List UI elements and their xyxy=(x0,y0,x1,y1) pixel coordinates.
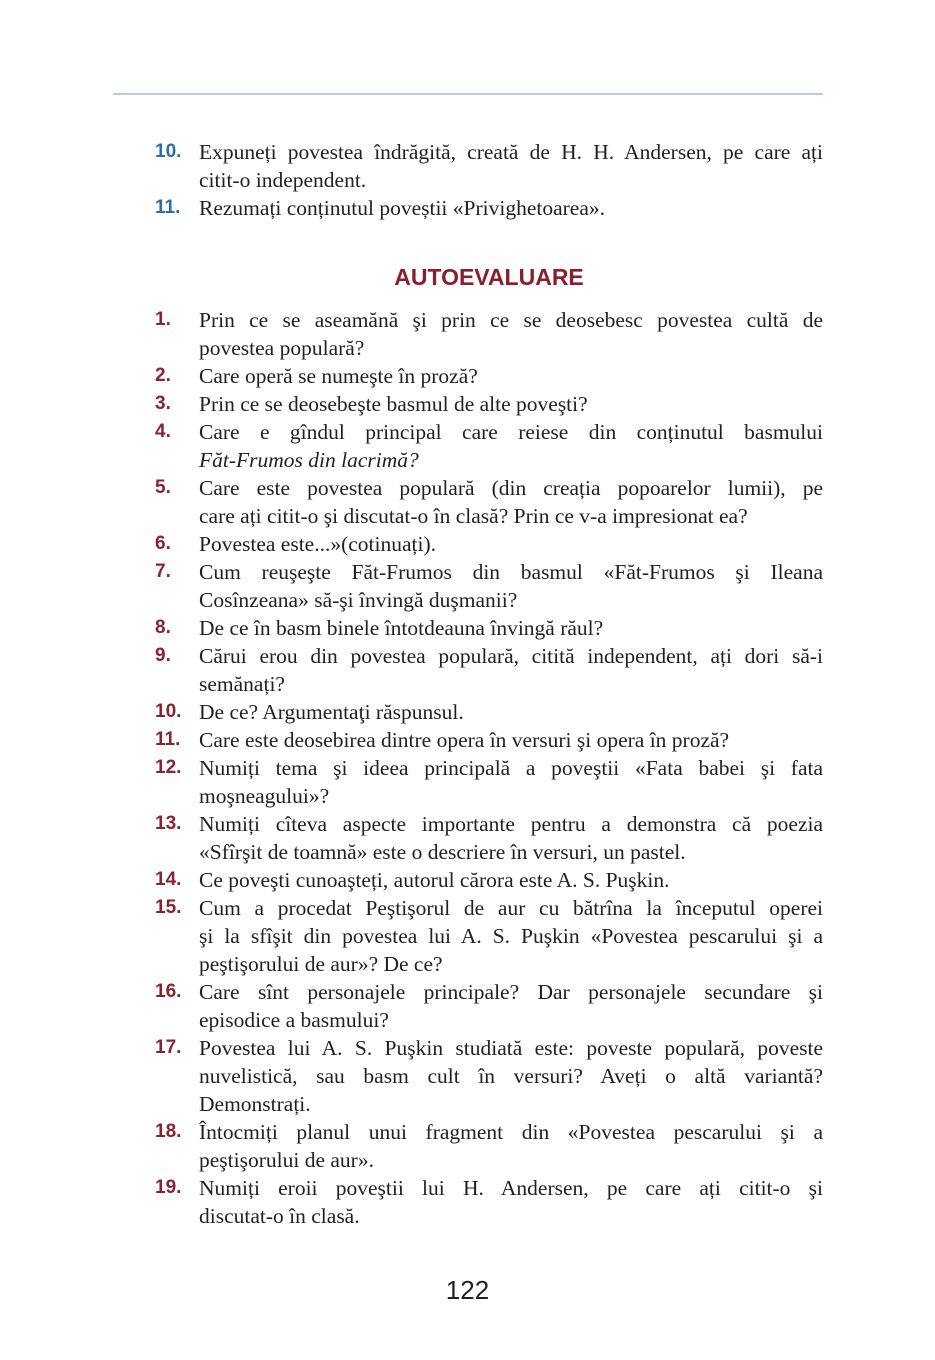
question-number: 6. xyxy=(155,533,171,554)
question-number: 17. xyxy=(155,1037,182,1058)
question-number: 18. xyxy=(155,1121,182,1142)
page-number: 122 xyxy=(445,1275,490,1305)
question-line: şi la sfîşit din povestea lui A. S. Puşkin «Povestea pescarului şi a xyxy=(199,924,823,948)
question-item xyxy=(155,698,823,726)
question-number: 13. xyxy=(155,813,182,834)
question-number: 7. xyxy=(155,561,171,582)
question-number: 1. xyxy=(155,309,171,330)
question-text xyxy=(199,726,823,754)
question-number: 5. xyxy=(155,477,171,498)
question-number: 10. xyxy=(155,701,182,722)
question-item xyxy=(155,362,823,390)
question-line: Expuneți povestea îndrăgită, creată de H. H. Andersen, pe care ați xyxy=(199,140,823,164)
question-number: 11. xyxy=(155,197,181,218)
question-line: Prin ce se deosebeşte basmul de alte poveşti? xyxy=(199,392,588,416)
question-item xyxy=(155,390,823,418)
question-line: nuvelistică, sau basm cult în versuri? Aveți o altă variantă? xyxy=(199,1064,823,1088)
question-line: Cărui erou din povestea populară, citită independent, ați dori să-i xyxy=(199,644,823,668)
question-number: 3. xyxy=(155,393,171,414)
question-text xyxy=(199,642,823,698)
question-item xyxy=(155,894,823,978)
question-text xyxy=(199,866,823,894)
question-text xyxy=(199,530,823,558)
question-line: «Sfîrşit de toamnă» este o descriere în versuri, un pastel. xyxy=(199,840,686,864)
question-item xyxy=(155,642,823,698)
question-line: discutat-o în clasă. xyxy=(199,1204,360,1228)
question-number: 2. xyxy=(155,365,171,386)
question-line: Demonstrați. xyxy=(199,1092,311,1116)
question-line: moşneagului»? xyxy=(199,784,330,808)
question-text xyxy=(199,614,823,642)
question-line: Cum reuşeşte Făt-Frumos din basmul «Făt-Frumos şi Ileana xyxy=(199,560,823,584)
question-item xyxy=(155,306,823,362)
question-item xyxy=(155,810,823,866)
question-number: 11. xyxy=(155,729,181,750)
question-line: De ce? Argumentaţi răspunsul. xyxy=(199,700,464,724)
question-text xyxy=(199,698,823,726)
question-number: 8. xyxy=(155,617,171,638)
question-text xyxy=(199,810,823,866)
question-line: Povestea lui A. S. Puşkin studiată este: poveste populară, poveste xyxy=(199,1036,823,1060)
question-item xyxy=(155,530,823,558)
question-line: semănați? xyxy=(199,672,285,696)
question-line: Ce poveşti cunoaşteți, autorul cărora este A. S. Puşkin. xyxy=(199,868,670,892)
pre-questions-list xyxy=(155,138,823,222)
question-line: Care e gîndul principal care reiese din conținutul basmului xyxy=(199,420,823,444)
question-item xyxy=(155,1174,823,1230)
question-item xyxy=(155,194,823,222)
question-item xyxy=(155,754,823,810)
question-line: peştişorului de aur». xyxy=(199,1148,374,1172)
question-item xyxy=(155,866,823,894)
question-text xyxy=(199,754,823,810)
question-text xyxy=(199,978,823,1034)
question-item xyxy=(155,726,823,754)
question-text xyxy=(199,474,823,530)
question-line: Povestea este...»(cotinuați). xyxy=(199,532,437,556)
question-line: Care operă se numeşte în proză? xyxy=(199,364,478,388)
question-item xyxy=(155,1034,823,1118)
question-item xyxy=(155,558,823,614)
question-text xyxy=(199,362,823,390)
question-number: 4. xyxy=(155,421,171,442)
question-number: 16. xyxy=(155,981,182,1002)
question-text xyxy=(199,306,823,362)
question-line: Cosînzeana» să-şi învingă duşmanii? xyxy=(199,588,518,612)
question-item xyxy=(155,1118,823,1174)
question-line: Numiți tema şi ideea principală a poveştii «Fata babei şi fata xyxy=(199,756,823,780)
question-number: 15. xyxy=(155,897,182,918)
question-text xyxy=(199,1034,823,1118)
question-item xyxy=(155,474,823,530)
question-line: Făt-Frumos din lacrimă? xyxy=(199,448,419,472)
question-line: Numiți eroii poveştii lui H. Andersen, pe care ați citit-o şi xyxy=(199,1176,823,1200)
question-line: Cum a procedat Peştişorul de aur cu bătrîna la începutul operei xyxy=(199,896,823,920)
question-line: Care este deosebirea dintre opera în versuri şi opera în proză? xyxy=(199,728,730,752)
autoevaluare-list xyxy=(155,306,823,1230)
question-number: 12. xyxy=(155,757,182,778)
question-line: Rezumați conținutul poveștii «Privighetoarea». xyxy=(199,196,606,220)
question-text xyxy=(199,1118,823,1174)
question-number: 14. xyxy=(155,869,182,890)
question-text xyxy=(199,418,823,474)
question-text xyxy=(199,194,823,222)
question-line: care ați citit-o şi discutat-o în clasă? Prin ce v-a impresionat ea? xyxy=(199,504,748,528)
question-item xyxy=(155,978,823,1034)
question-item xyxy=(155,614,823,642)
question-line: Întocmiți planul unui fragment din «Povestea pescarului şi a xyxy=(199,1120,823,1144)
question-line: episodice a basmului? xyxy=(199,1008,389,1032)
question-item xyxy=(155,138,823,194)
question-line: De ce în basm binele întotdeauna învingă răul? xyxy=(199,616,604,640)
question-line: Prin ce se aseamănă şi prin ce se deosebesc povestea cultă de xyxy=(199,308,823,332)
question-line: Care este povestea populară (din creația popoarelor lumii), pe xyxy=(199,476,823,500)
question-text xyxy=(199,894,823,978)
question-line: citit-o independent. xyxy=(199,168,367,192)
question-number: 9. xyxy=(155,645,171,666)
question-text xyxy=(199,1174,823,1230)
header-rule xyxy=(113,93,823,95)
question-line: peştişorului de aur»? De ce? xyxy=(199,952,443,976)
section-title: AUTOEVALUARE xyxy=(394,264,584,290)
question-line: Numiți cîteva aspecte importante pentru a demonstra că poezia xyxy=(199,812,823,836)
question-text xyxy=(199,390,823,418)
question-number: 10. xyxy=(155,141,182,162)
question-line: povestea populară? xyxy=(199,336,365,360)
question-text xyxy=(199,138,823,194)
question-line: Care sînt personajele principale? Dar personajele secundare şi xyxy=(199,980,823,1004)
question-item xyxy=(155,418,823,474)
question-number: 19. xyxy=(155,1177,182,1198)
question-text xyxy=(199,558,823,614)
